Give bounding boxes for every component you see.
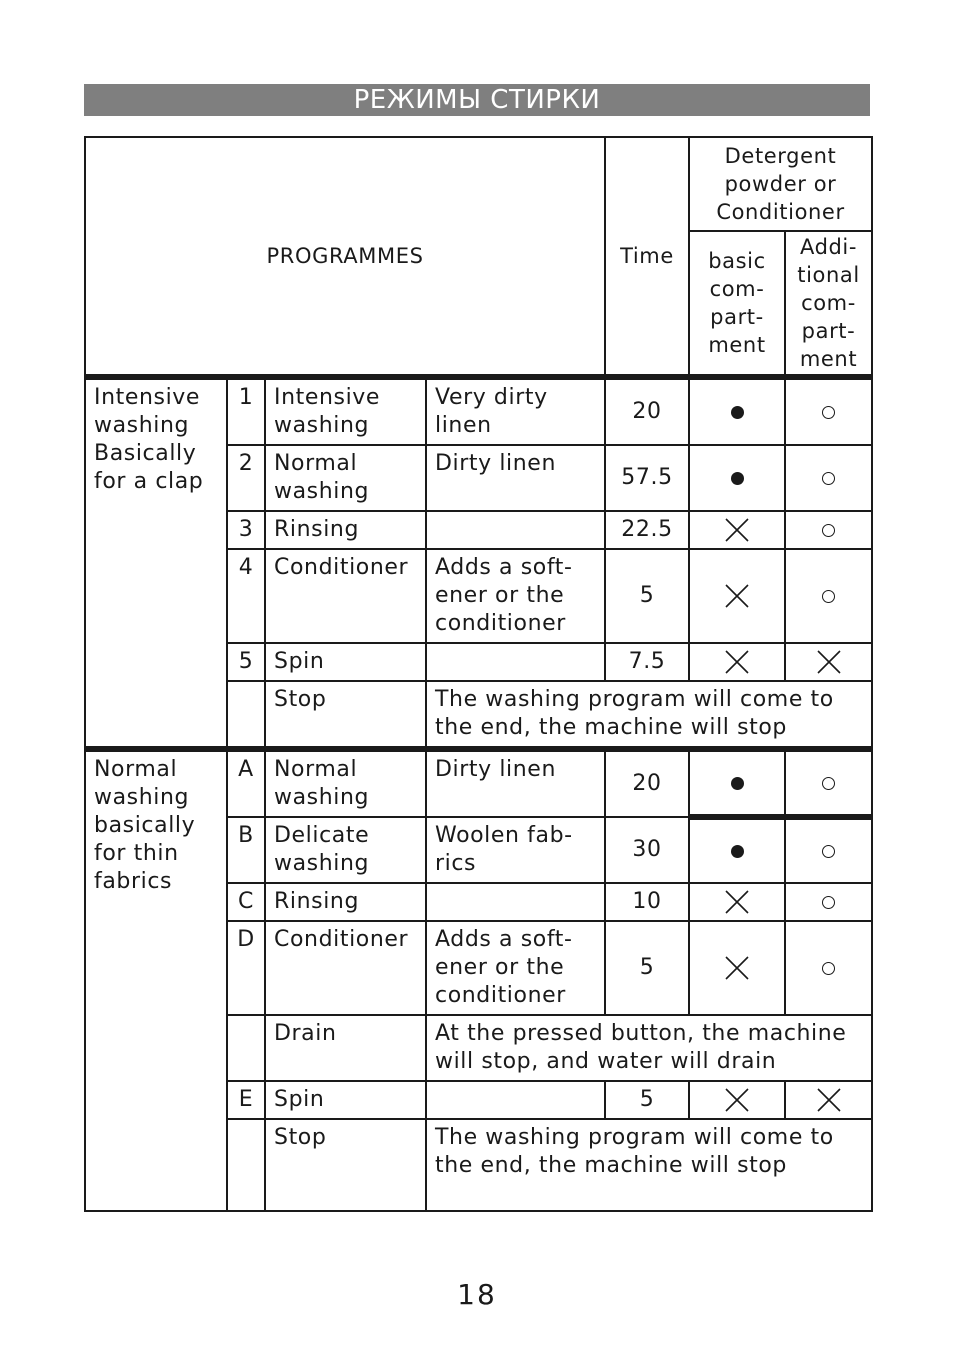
programme-code: 5 xyxy=(227,643,265,681)
programme-description xyxy=(426,643,605,681)
basic-compartment-cell xyxy=(689,511,785,549)
programme-note: The washing program will come to the end, the machine will stop xyxy=(426,681,872,749)
programme-time: 20 xyxy=(605,749,689,817)
programme-name: Intensive washing xyxy=(265,377,426,445)
dot-icon xyxy=(731,845,744,858)
basic-compartment-header: basic com-part-ment xyxy=(689,231,785,377)
programme-name: Normal washing xyxy=(265,445,426,511)
additional-compartment-cell xyxy=(785,817,872,883)
basic-compartment-cell xyxy=(689,549,785,643)
programme-code xyxy=(227,1015,265,1081)
additional-compartment-cell xyxy=(785,549,872,643)
ring-icon xyxy=(822,777,835,790)
programme-description: Adds a soft-ener or the conditioner xyxy=(426,549,605,643)
ring-icon xyxy=(822,845,835,858)
programme-description xyxy=(426,511,605,549)
programme-description: Dirty linen xyxy=(426,749,605,817)
programme-description: Adds a soft-ener or the conditioner xyxy=(426,921,605,1015)
additional-compartment-cell xyxy=(785,445,872,511)
ring-icon xyxy=(822,406,835,419)
cross-icon xyxy=(724,1087,750,1113)
group-label-normal: Normal washing basically for thin fabrics xyxy=(85,749,227,1211)
programme-code: 4 xyxy=(227,549,265,643)
programme-code: E xyxy=(227,1081,265,1119)
programme-code: 3 xyxy=(227,511,265,549)
cross-icon xyxy=(816,1087,842,1113)
table-row xyxy=(85,749,872,817)
additional-compartment-header: Addi-tional com-part-ment xyxy=(785,231,872,377)
programme-name: Stop xyxy=(265,681,426,749)
programme-time: 20 xyxy=(605,377,689,445)
additional-compartment-cell xyxy=(785,921,872,1015)
programme-time: 57.5 xyxy=(605,445,689,511)
programme-description: Dirty linen xyxy=(426,445,605,511)
programmes-table xyxy=(84,136,873,1212)
basic-compartment-cell xyxy=(689,643,785,681)
programme-note: At the pressed button, the machine will stop, and water will drain xyxy=(426,1015,872,1081)
programme-time: 5 xyxy=(605,1081,689,1119)
additional-compartment-cell xyxy=(785,511,872,549)
basic-compartment-cell xyxy=(689,749,785,817)
programme-code: D xyxy=(227,921,265,1015)
ring-icon xyxy=(822,896,835,909)
programme-name: Conditioner xyxy=(265,921,426,1015)
header-row xyxy=(85,137,872,231)
programme-code xyxy=(227,1119,265,1211)
programme-code: B xyxy=(227,817,265,883)
cross-icon xyxy=(724,583,750,609)
ring-icon xyxy=(822,472,835,485)
programme-name: Normal washing xyxy=(265,749,426,817)
programme-code: A xyxy=(227,749,265,817)
additional-compartment-cell xyxy=(785,749,872,817)
programme-time: 5 xyxy=(605,921,689,1015)
table-row xyxy=(85,377,872,445)
ring-icon xyxy=(822,590,835,603)
dot-icon xyxy=(731,406,744,419)
programme-description xyxy=(426,883,605,921)
section-banner: РЕЖИМЫ СТИРКИ xyxy=(84,84,870,116)
additional-compartment-cell xyxy=(785,643,872,681)
basic-compartment-cell xyxy=(689,817,785,883)
programme-description xyxy=(426,1081,605,1119)
programme-time: 22.5 xyxy=(605,511,689,549)
detergent-header: Detergent powder or Conditioner xyxy=(689,137,872,231)
programme-name: Rinsing xyxy=(265,883,426,921)
additional-compartment-cell xyxy=(785,377,872,445)
programme-code: 1 xyxy=(227,377,265,445)
programme-time: 30 xyxy=(605,817,689,883)
time-header: Time xyxy=(605,137,689,377)
basic-compartment-cell xyxy=(689,1081,785,1119)
page-number: 18 xyxy=(457,1278,497,1311)
programme-note: The washing program will come to the end, the machine will stop xyxy=(426,1119,872,1211)
cross-icon xyxy=(724,517,750,543)
cross-icon xyxy=(724,889,750,915)
ring-icon xyxy=(822,524,835,537)
programme-time: 10 xyxy=(605,883,689,921)
programmes-header: PROGRAMMES xyxy=(85,137,605,377)
programme-code: 2 xyxy=(227,445,265,511)
additional-compartment-cell xyxy=(785,1081,872,1119)
programme-description: Very dirty linen xyxy=(426,377,605,445)
ring-icon xyxy=(822,962,835,975)
cross-icon xyxy=(816,649,842,675)
dot-icon xyxy=(731,777,744,790)
programme-name: Conditioner xyxy=(265,549,426,643)
programme-code xyxy=(227,681,265,749)
cross-icon xyxy=(724,649,750,675)
basic-compartment-cell xyxy=(689,445,785,511)
group-label-intensive: Intensive washing Basically for a clap xyxy=(85,377,227,749)
cross-icon xyxy=(724,955,750,981)
dot-icon xyxy=(731,472,744,485)
programme-name: Spin xyxy=(265,643,426,681)
basic-compartment-cell xyxy=(689,377,785,445)
programme-description: Woolen fab-rics xyxy=(426,817,605,883)
programme-code: C xyxy=(227,883,265,921)
programme-name: Spin xyxy=(265,1081,426,1119)
programme-name: Drain xyxy=(265,1015,426,1081)
programme-time: 7.5 xyxy=(605,643,689,681)
basic-compartment-cell xyxy=(689,883,785,921)
basic-compartment-cell xyxy=(689,921,785,1015)
programme-name: Delicate washing xyxy=(265,817,426,883)
additional-compartment-cell xyxy=(785,883,872,921)
programme-time: 5 xyxy=(605,549,689,643)
programme-name: Rinsing xyxy=(265,511,426,549)
programme-name: Stop xyxy=(265,1119,426,1211)
